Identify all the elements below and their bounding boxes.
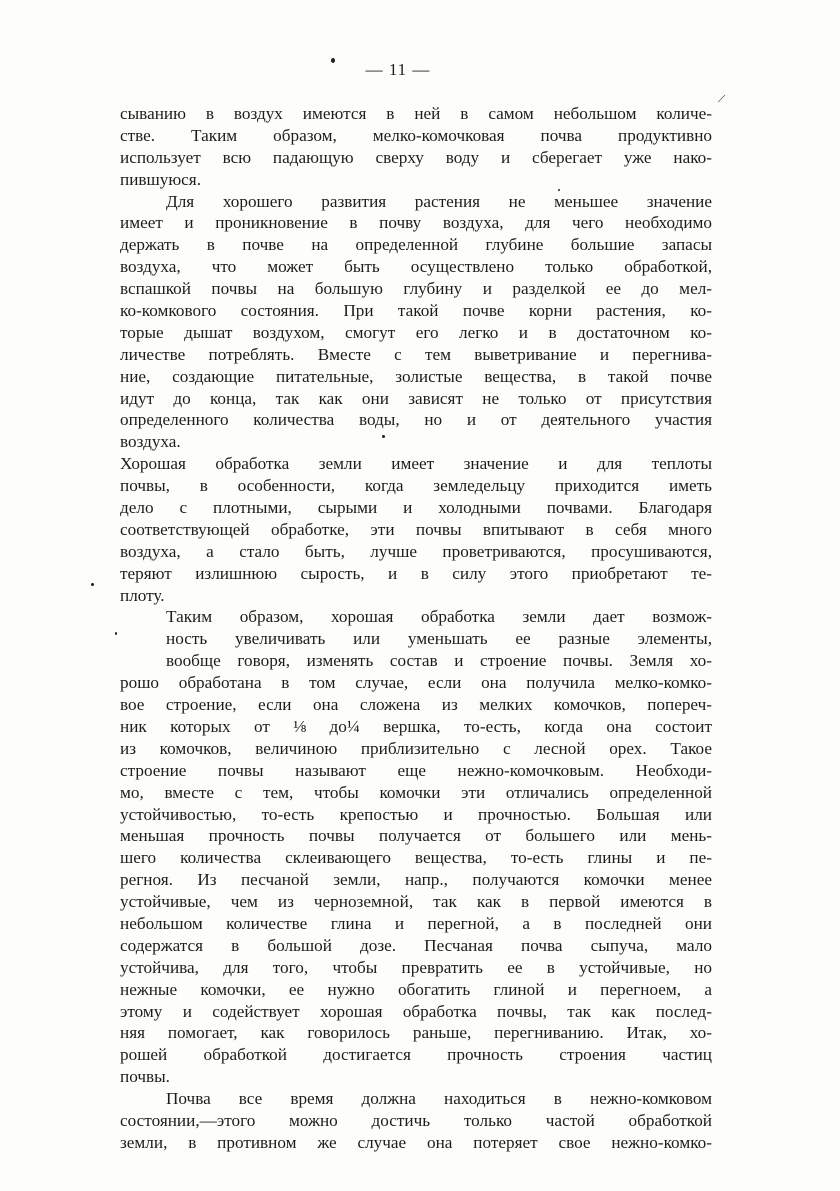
text-line: воздуха. — [120, 432, 181, 452]
margin-mark: / — [716, 91, 727, 108]
text-line: использует всю падающую сверху воду и сберегает уже нако- — [120, 147, 712, 167]
text-line: рошей обработкой достигается прочность строения частиц — [120, 1045, 712, 1065]
text-line: пившуюся. — [120, 169, 202, 189]
body-text — [120, 103, 712, 1154]
text-line: няя помогает, как говорилось раньше, перегниванию. Итак, хо- — [120, 1023, 712, 1043]
text-line: воздуха, а стало быть, лучше проветриваются, просушиваются, — [120, 541, 712, 561]
text-line: регноя. Из песчаной земли, напр., получаются комочки менее — [120, 870, 712, 890]
text-line: Для хорошего развития растения не меньшее значение — [166, 191, 712, 211]
text-line: стве. Таким образом, мелко-комочковая почва продуктивно — [120, 125, 712, 145]
text-line: дело с плотными, сырыми и холодными почвами. Благодаря — [120, 498, 712, 518]
text-line: Хорошая обработка земли имеет значение и для теплоты — [120, 454, 712, 474]
ink-speck — [331, 58, 335, 63]
text-line: плоту. — [120, 585, 165, 605]
page-number: — 11 — — [365, 60, 431, 79]
text-line: шего количества склеивающего вещества, то-есть глины и пе- — [120, 848, 712, 868]
text-line: почвы, в особенности, когда земледельцу приходится иметь — [120, 476, 712, 496]
text-line: теряют излишнюю сырость, и в силу этого приобретают те- — [120, 563, 712, 583]
text-line: личестве потреблять. Вместе с тем выветривание и перегнива- — [120, 344, 712, 364]
text-line: соответствующей обработке, эти почвы впитывают в себя много — [120, 519, 712, 539]
text-line: имеет и проникновение в почву воздуха, для чего необходимо — [120, 213, 712, 233]
text-line: рошо обработана в том случае, если она получила мелко-комко- — [120, 673, 712, 693]
text-line: ко-комкового состояния. При такой почве корни растения, ко- — [120, 301, 712, 321]
text-line: небольшом количестве глина и перегной, а в последней они — [120, 913, 712, 933]
text-line: воздуха, что может быть осуществлено только обработкой, — [120, 257, 712, 277]
text-line: устойчива, для того, чтобы превратить ее в устойчивые, но — [120, 957, 712, 977]
text-line: устойчивостью, то-есть крепостью и прочностью. Большая или — [120, 804, 712, 824]
text-line: нежные комочки, ее нужно обогатить глиной и перегноем, а — [120, 979, 712, 999]
ink-speck — [115, 632, 117, 635]
text-line: определенного количества воды, но и от деятельного участия — [120, 410, 712, 430]
text-line: держать в почве на определенной глубине большие запасы — [120, 235, 712, 255]
text-line: из комочков, величиною приблизительно с лесной орех. Такое — [120, 738, 712, 758]
text-line: этому и содействует хорошая обработка почвы, так как послед- — [120, 1001, 712, 1021]
text-line: меньшая прочность почвы получается от большего или мень- — [120, 826, 712, 846]
text-line: мо, вместе с тем, чтобы комочки эти отличались определенной — [120, 782, 712, 802]
text-line: идут до конца, так как они зависят не только от присутствия — [120, 388, 712, 408]
text-line: ность увеличивать или уменьшать ее разные элементы, — [166, 629, 712, 649]
text-line: торые дышат воздухом, смогут его легко и в достаточном ко- — [120, 322, 712, 342]
text-line: строение почвы называют еще нежно-комочковым. Необходи- — [120, 760, 712, 780]
text-line: вообще говоря, изменять состав и строение почвы. Земля хо- — [166, 651, 712, 671]
text-line: содержатся в большой дозе. Песчаная почва сыпуча, мало — [120, 935, 712, 955]
text-line: почвы. — [120, 1067, 170, 1087]
text-line: ние, создающие питательные, золистые вещества, в такой почве — [120, 366, 712, 386]
ink-speck — [91, 583, 94, 586]
text-line: земли, в противном же случае она потеряет свое нежно-комко- — [120, 1132, 712, 1152]
text-line: состоянии,—этого можно достичь только частой обработкой — [120, 1110, 712, 1130]
text-line: устойчивые, чем из черноземной, так как в первой имеются в — [120, 892, 712, 912]
text-line: Таким образом, хорошая обработка земли дает возмож- — [166, 607, 712, 627]
text-line: ник которых от ⅛ до¼ вершка, то-есть, когда она состоит — [120, 716, 712, 736]
text-line: сыванию в воздух имеются в ней в самом небольшом количе- — [120, 104, 712, 123]
text-line: вспашкой почвы на большую глубину и разделкой ее до мел- — [120, 279, 712, 299]
text-line: вое строение, если она сложена из мелких комочков, попереч- — [120, 695, 712, 715]
text-line: Почва все время должна находиться в нежно-комковом — [166, 1089, 712, 1109]
